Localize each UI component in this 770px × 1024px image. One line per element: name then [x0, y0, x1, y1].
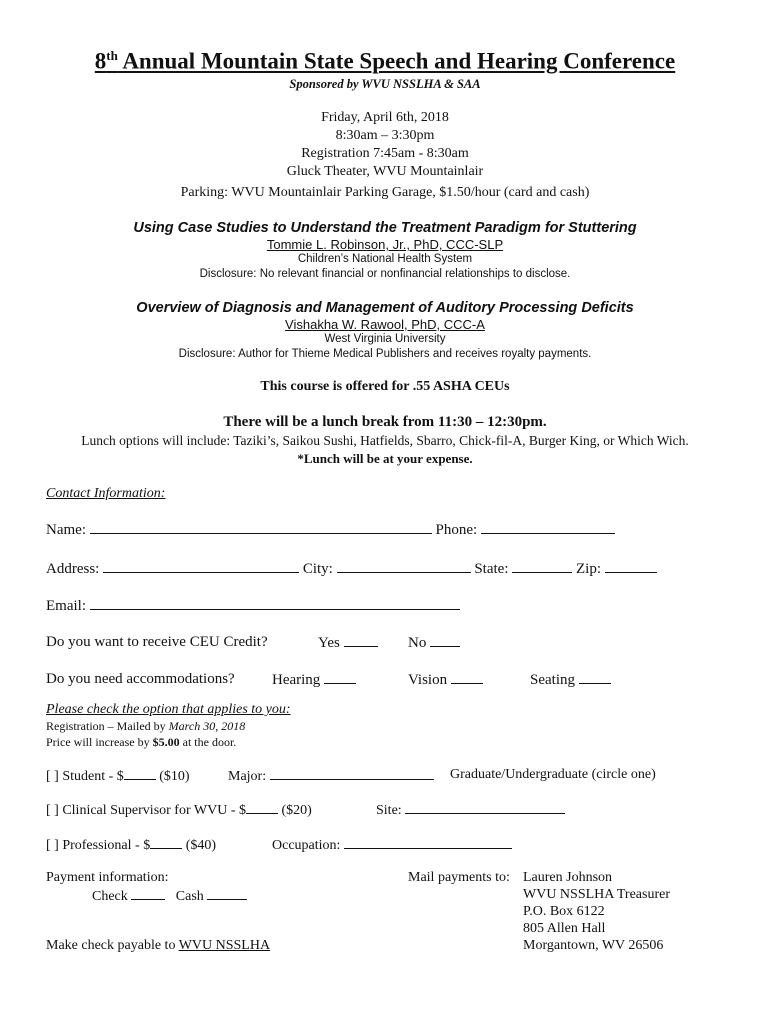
talk-disclosure: Disclosure: Author for Thieme Medical Publishers and receives royalty payments. — [178, 348, 592, 360]
talk-speaker: Tommie L. Robinson, Jr., PhD, CCC-SLP — [266, 237, 504, 252]
ceu-yes: Yes — [318, 634, 378, 652]
price-increase: Price will increase by $5.00 at the door. — [46, 735, 237, 749]
city-field[interactable] — [337, 560, 471, 573]
options-heading: Please check the option that applies to you: — [46, 702, 291, 717]
acc-hearing: Hearing — [272, 671, 356, 689]
phone-label: Phone: — [435, 522, 478, 538]
ceu-yes-field[interactable] — [344, 634, 378, 647]
email-label: Email: — [46, 598, 86, 614]
mail-label: Mail payments to: — [408, 870, 510, 885]
acc-hearing-field[interactable] — [324, 671, 356, 684]
zip-field[interactable] — [605, 560, 657, 573]
talk-affiliation: West Virginia University — [324, 333, 446, 345]
event-registration: Registration 7:45am - 8:30am — [301, 146, 469, 161]
name-phone-row — [46, 521, 615, 539]
acc-vision-field[interactable] — [451, 671, 483, 684]
occupation-field[interactable] — [344, 836, 512, 849]
professional-amount-field[interactable] — [150, 836, 182, 849]
event-time: 8:30am – 3:30pm — [335, 128, 435, 143]
state-field[interactable] — [512, 560, 572, 573]
student-amount-field[interactable] — [124, 767, 156, 780]
talk-title: Overview of Diagnosis and Management of Auditory Processing Deficits — [136, 300, 634, 316]
occupation-row: Occupation: — [272, 836, 512, 854]
sponsor-line: Sponsored by WVU NSSLHA & SAA — [289, 77, 481, 91]
mail-line: P.O. Box 6122 — [523, 904, 605, 919]
mail-line: Morgantown, WV 26506 — [523, 938, 664, 953]
ceu-no-field[interactable] — [430, 634, 460, 647]
registration-deadline: Registration – Mailed by March 30, 2018 — [46, 719, 246, 733]
ceu-question: Do you want to receive CEU Credit? — [46, 634, 268, 650]
mail-line: Lauren Johnson — [523, 870, 613, 885]
phone-field[interactable] — [481, 521, 615, 534]
zip-label: Zip: — [576, 561, 602, 577]
student-option[interactable]: [ ] Student - $ ($10) — [46, 769, 190, 784]
accommodations-question: Do you need accommodations? — [46, 671, 235, 687]
event-date: Friday, April 6th, 2018 — [321, 110, 449, 125]
talk-title: Using Case Studies to Understand the Treatment Paradigm for Stuttering — [133, 220, 637, 236]
acc-seating-field[interactable] — [579, 671, 611, 684]
acc-seating: Seating — [530, 671, 611, 689]
email-row — [46, 597, 460, 615]
ceu-note: This course is offered for .55 ASHA CEUs — [260, 379, 510, 394]
city-label: City: — [302, 561, 333, 577]
grad-undergrad[interactable]: Graduate/Undergraduate (circle one) — [450, 767, 656, 782]
payment-methods: Check Cash — [92, 887, 247, 905]
site-row: Site: — [376, 801, 565, 819]
name-field[interactable] — [90, 521, 432, 534]
address-field[interactable] — [103, 560, 299, 573]
talk-disclosure: Disclosure: No relevant financial or nonfinancial relationships to disclose. — [199, 268, 571, 280]
mail-line: 805 Allen Hall — [523, 921, 606, 936]
state-label: State: — [474, 561, 509, 577]
address-label: Address: — [46, 561, 100, 577]
name-label: Name: — [46, 522, 86, 538]
cash-field[interactable] — [207, 887, 247, 900]
contact-heading: Contact Information: — [46, 486, 166, 501]
site-field[interactable] — [405, 801, 565, 814]
payable-to: Make check payable to WVU NSSLHA — [46, 938, 271, 953]
event-venue: Gluck Theater, WVU Mountainlair — [286, 164, 484, 179]
lunch-options: Lunch options will include: Taziki’s, Saikou Sushi, Hatfields, Sbarro, Chick-fil-A, Burger King, or Which Wich. — [81, 433, 689, 448]
talk-speaker: Vishakha W. Rawool, PhD, CCC-A — [285, 317, 485, 332]
professional-option[interactable]: [ ] Professional - $ ($40) — [46, 838, 217, 853]
ceu-no: No — [408, 634, 460, 652]
talk-affiliation: Children’s National Health System — [297, 253, 473, 265]
event-parking: Parking: WVU Mountainlair Parking Garage, $1.50/hour (card and cash) — [180, 185, 590, 200]
page-title: 8th Annual Mountain State Speech and Hearing Conference — [94, 48, 676, 74]
acc-vision: Vision — [408, 671, 483, 689]
check-field[interactable] — [131, 887, 165, 900]
address-row — [46, 560, 657, 578]
supervisor-option[interactable]: [ ] Clinical Supervisor for WVU - $ ($20) — [46, 803, 312, 818]
supervisor-amount-field[interactable] — [246, 801, 278, 814]
mail-line: WVU NSSLHA Treasurer — [523, 887, 670, 902]
major-field[interactable] — [270, 767, 434, 780]
email-field[interactable] — [90, 597, 460, 610]
payment-label: Payment information: — [46, 870, 169, 885]
lunch-expense: *Lunch will be at your expense. — [297, 451, 473, 466]
lunch-break: There will be a lunch break from 11:30 – 12:30pm. — [223, 414, 547, 430]
major-row: Major: — [228, 767, 434, 785]
